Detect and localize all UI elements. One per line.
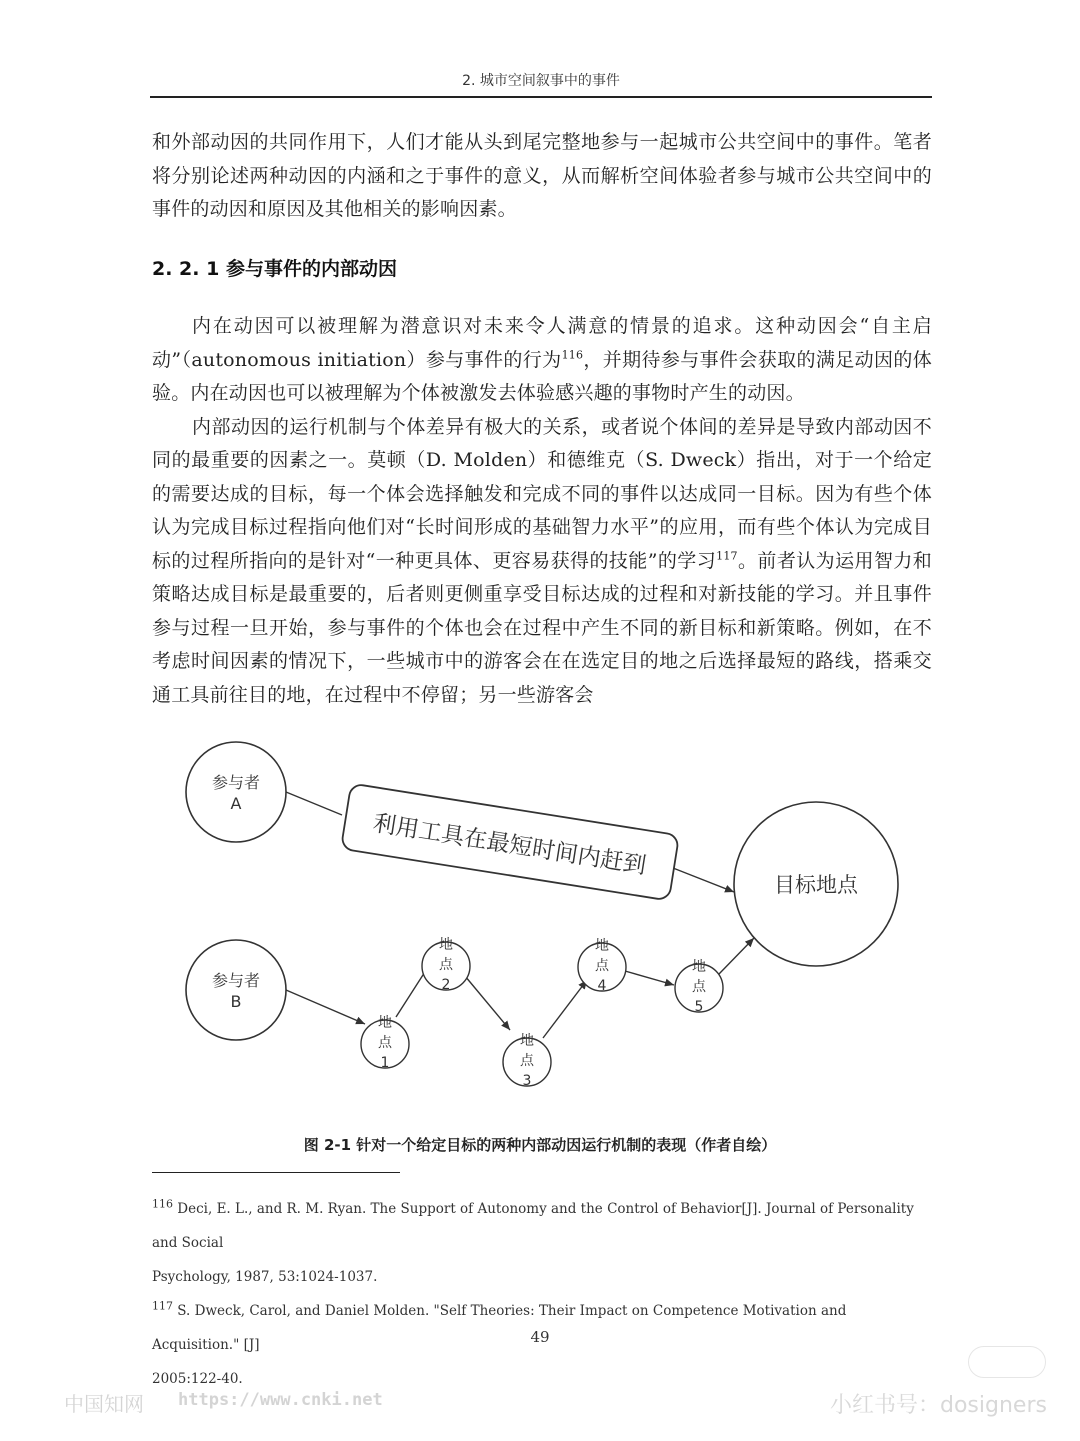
- stop-1-number: 1: [380, 1055, 390, 1071]
- stop-1-char1: 地: [378, 1015, 392, 1031]
- stop-3-char2: 点: [520, 1053, 534, 1069]
- paragraph-intrinsic-motivation: [152, 310, 932, 411]
- figure-2-1: [150, 740, 930, 1130]
- stop-5-char2: 点: [692, 979, 706, 995]
- route-label-box: [341, 783, 679, 900]
- citation-116: 116: [561, 348, 584, 362]
- footnote-116: [152, 1192, 932, 1260]
- stop-1-char2: 点: [378, 1035, 392, 1051]
- page-number: 49: [530, 1328, 550, 1346]
- footnote-ref-117: 117: [152, 1299, 173, 1313]
- footnotes: [152, 1192, 932, 1396]
- footnote-ref-116: 116: [152, 1197, 173, 1211]
- paragraph-individual-differences: [152, 411, 932, 713]
- stop-5-char1: 地: [692, 959, 706, 975]
- intro-paragraph-block: [152, 126, 932, 227]
- arrow-stop5-to-destination: [719, 938, 754, 974]
- footnote-117-continued: 2005:122-40.: [152, 1371, 243, 1387]
- arrow-stop4-to-stop5: [625, 971, 674, 985]
- stop-node: [361, 1014, 409, 1071]
- destination-label: 目标地点: [774, 873, 858, 897]
- stop-4-char1: 地: [595, 938, 609, 954]
- participant-b-node: [186, 940, 286, 1040]
- footnote-text: S. Dweck, Carol, and Daniel Molden. "Self Theories: Their Impact on Competence Motivation and Acquisition." [J]: [152, 1303, 847, 1353]
- stop-node: [578, 937, 626, 994]
- participant-a-node: [186, 742, 286, 842]
- paragraph-text: 。前者认为运用智力和策略达成目标是最重要的，后者则更侧重享受目标达成的过程和对新技能的学习。并且事件参与过程一旦开始，参与事件的个体也会在过程中产生不同的新目标和新策略。例如，在不考虑时间因素的情况下，一些城市中的游客会在在选定目的地之后选择最短的路线，搭乘交通工具前往目的地，在过程中不停留；另一些游客会: [152, 549, 932, 706]
- route-label-text: 利用工具在最短时间内赶到: [371, 810, 648, 880]
- stop-3-char1: 地: [520, 1033, 534, 1049]
- arrow-label-to-destination: [673, 868, 734, 892]
- stop-3-number: 3: [522, 1073, 532, 1089]
- connector-a-to-label: [286, 792, 342, 815]
- arrow-stop2-to-stop3: [465, 976, 510, 1030]
- stop-4-number: 4: [597, 978, 607, 994]
- arrow-b-to-stop1: [286, 990, 365, 1024]
- paragraph-text: 内部动因的运行机制与个体差异有极大的关系，或者说个体间的差异是导致内部动因不同的最重要的因素之一。莫顿（D. Molden）和德维克（S. Dweck）指出，对于一个给定的需要达成的目标，每一个体会选择触发和完成不同的事件以达成同一目标。因为有些个体认为完成目标过程指向他们对“长时间形成的基础智力水平”的应用，而有些个体认为完成目标的过程所指向的是针对“一种更具体、更容易获得的技能”的学习: [152, 415, 932, 572]
- section-heading: 2. 2. 1 参与事件的内部动因: [152, 258, 397, 280]
- participant-b-letter: B: [230, 992, 242, 1011]
- stop-4-char2: 点: [595, 958, 609, 974]
- stop-2-char1: 地: [439, 937, 453, 953]
- body-text-block: [152, 310, 932, 712]
- figure-caption: 图 2-1 针对一个给定目标的两种内部动因运行机制的表现（作者自绘）: [303, 1136, 777, 1154]
- stop-2-number: 2: [441, 977, 451, 993]
- stop-node: [422, 936, 470, 993]
- stop-node: [503, 1032, 551, 1089]
- stop-5-number: 5: [694, 999, 704, 1015]
- arrow-stop3-to-stop4: [543, 980, 587, 1038]
- participant-a-letter: A: [230, 794, 242, 813]
- participant-b-label: 参与者: [211, 971, 261, 990]
- paragraph-text: ，并期待参与事件会获取的满足动因的体验。内在动因也可以被理解为个体被激发去体验感兴趣的事物时产生的动因。: [152, 348, 932, 404]
- participant-a-label: 参与者: [211, 773, 261, 792]
- watermark-url: https://www.cnki.net: [178, 1390, 383, 1410]
- stop-node: [675, 958, 723, 1015]
- intro-paragraph: 和外部动因的共同作用下，人们才能从头到尾完整地参与一起城市公共空间中的事件。笔者将分别论述两种动因的内涵和之于事件的意义，从而解析空间体验者参与城市公共空间中的事件的动因和原因及其他相关的影响因素。: [152, 131, 932, 220]
- stop-2-char2: 点: [439, 957, 453, 973]
- footnote-divider: [152, 1172, 400, 1173]
- watermark-cnki: 中国知网: [64, 1392, 144, 1416]
- watermark-xiaohongshu: 小红书号：dosigners: [830, 1393, 1047, 1418]
- paragraph-text: 内在动因可以被理解为潜意识对未来令人满意的情景的追求。这种动因会“自主启动”（autonomous initiation）参与事件的行为: [152, 315, 932, 371]
- watermark-badge: [968, 1346, 1046, 1378]
- footnote-116-continued: Psychology, 1987, 53:1024-1037.: [152, 1269, 378, 1285]
- running-header: 2. 城市空间叙事中的事件: [150, 70, 932, 98]
- citation-117: 117: [716, 549, 738, 563]
- motivation-diagram: [150, 740, 930, 1130]
- footnote-text: Deci, E. L., and R. M. Ryan. The Support of Autonomy and the Control of Behavior[J]. Journal of Personality and Social: [152, 1201, 914, 1251]
